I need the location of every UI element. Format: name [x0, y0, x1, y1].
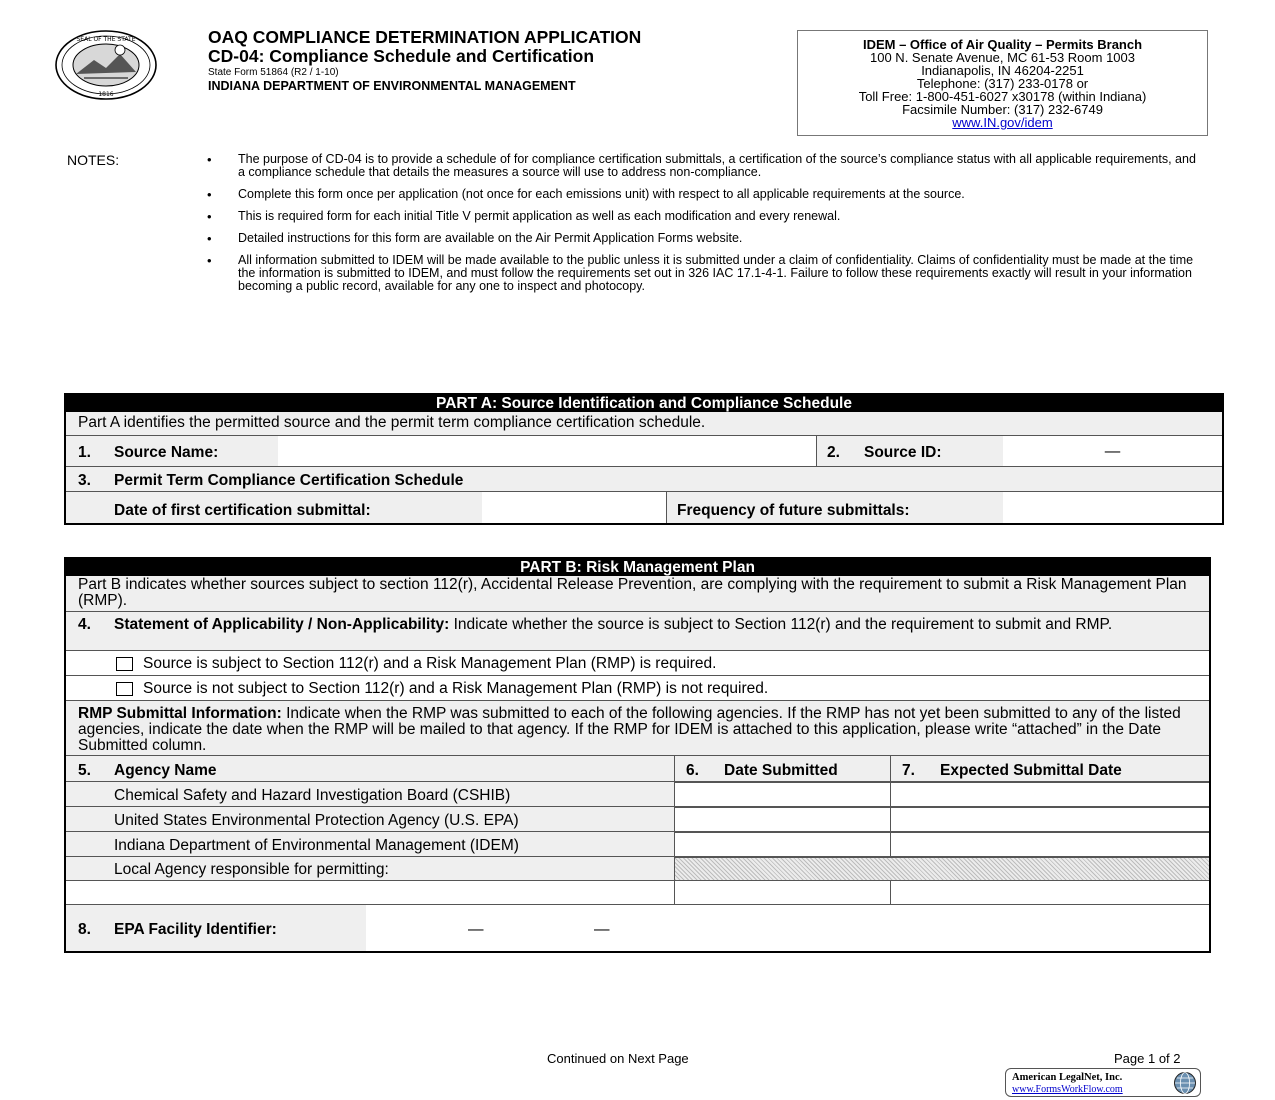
shaded-cell	[674, 857, 1209, 880]
option-not-subject-row	[66, 675, 1209, 700]
svg-text:1816: 1816	[98, 91, 114, 98]
table-row	[66, 856, 1209, 880]
subject-checkbox[interactable]	[116, 657, 133, 671]
expected-date-input[interactable]	[890, 881, 1209, 904]
part-a-intro: Part A identifies the permitted source and the permit term compliance certification schedule.	[78, 414, 706, 431]
part-b-intro-row	[66, 576, 1209, 611]
form-subtitle: CD-04: Compliance Schedule and Certification	[208, 45, 595, 66]
date-submitted-input[interactable]	[674, 881, 890, 904]
divider	[890, 756, 891, 781]
department-name: INDIANA DEPARTMENT OF ENVIRONMENTAL MANAGEMENT	[208, 79, 576, 93]
expected-date-input[interactable]	[890, 832, 1209, 856]
idem-website-link[interactable]: www.IN.gov/idem	[952, 115, 1053, 130]
form-title: OAQ COMPLIANCE DETERMINATION APPLICATION	[208, 27, 642, 47]
note-item: • This is required form for each initial Title V permit application as well as each modification and every renewal.	[206, 210, 1202, 223]
first-certification-label: Date of first certification submittal:	[114, 502, 371, 519]
frequency-label: Frequency of future submittals:	[677, 502, 910, 519]
forms-workflow-logo[interactable]	[1005, 1068, 1201, 1097]
facility-id-separator: —	[594, 921, 610, 938]
applicability-statement	[114, 617, 1169, 633]
continued-note: Continued on Next Page	[547, 1051, 689, 1066]
expected-date-input[interactable]	[890, 782, 1209, 806]
agency-name: Indiana Department of Environmental Management (IDEM)	[114, 837, 519, 854]
item-6-number: 6.	[686, 762, 699, 779]
rmp-info-text	[78, 706, 1191, 754]
date-submitted-input[interactable]	[674, 832, 890, 856]
source-row	[66, 435, 1222, 466]
part-b-title: PART B: Risk Management Plan	[66, 559, 1209, 576]
note-item: • Detailed instructions for this form are available on the Air Permit Application Forms website.	[206, 232, 1202, 245]
facility-id-input[interactable]	[366, 905, 1209, 951]
applicability-row	[66, 611, 1209, 650]
option-subject-label: Source is subject to Section 112(r) and a Risk Management Plan (RMP) is required.	[143, 655, 717, 672]
form-header	[208, 29, 798, 93]
agency-name: United States Environmental Protection Agency (U.S. EPA)	[114, 812, 519, 829]
rmp-info-label: RMP Submittal Information:	[78, 705, 282, 722]
state-seal-logo	[54, 30, 158, 100]
table-row	[66, 806, 1209, 831]
item-4-number: 4.	[78, 616, 91, 633]
option-subject-row	[66, 650, 1209, 675]
office-tollfree: Toll Free: 1-800-451-6027 x30178 (within Indiana)	[858, 89, 1147, 104]
globe-icon	[1173, 1071, 1197, 1095]
schedule-label: Permit Term Compliance Certification Schedule	[114, 472, 464, 489]
date-submitted-input[interactable]	[674, 807, 890, 831]
item-7-number: 7.	[902, 762, 915, 779]
agency-name-header: Agency Name	[114, 762, 217, 779]
office-street: 100 N. Senate Avenue, MC 61-53 Room 1003	[870, 50, 1135, 65]
form-number: State Form 51864 (R2 / 1-10)	[208, 67, 339, 78]
source-name-label: Source Name:	[114, 444, 219, 461]
item-1-number: 1.	[78, 444, 91, 461]
item-2-number: 2.	[827, 444, 840, 461]
svg-text:SEAL OF THE STATE: SEAL OF THE STATE	[76, 36, 136, 43]
office-telephone: Telephone: (317) 233-0178 or	[916, 76, 1089, 91]
part-b-section	[64, 557, 1211, 953]
local-agency-row	[66, 880, 1209, 904]
page-number: Page 1 of 2	[1114, 1051, 1181, 1066]
option-not-subject-label: Source is not subject to Section 112(r) and a Risk Management Plan (RMP) is not required.	[143, 680, 769, 697]
note-item: • All information submitted to IDEM will be made available to the public unless it is submitted under a claim of confidentiality. Claims of confidentiality must be made at the time the information is submitted to IDEM, and must follow the requirements set out in 326 IAC 17.1-4-1. Failure to follow these requirements exactly will result in your information becoming a public record, available for any one to inspect and photocopy.	[206, 254, 1202, 293]
agency-table-header	[66, 755, 1209, 781]
table-row	[66, 831, 1209, 856]
date-submitted-input[interactable]	[674, 782, 890, 806]
applicability-text: Indicate whether the source is subject to Section 112(r) and the requirement to submit and RMP.	[453, 616, 1113, 633]
office-name: IDEM – Office of Air Quality – Permits Branch	[862, 37, 1143, 52]
expected-date-input[interactable]	[890, 807, 1209, 831]
first-certification-date-input[interactable]	[482, 492, 666, 523]
part-a-section	[64, 393, 1224, 525]
logo-name: American LegalNet, Inc.	[1012, 1072, 1123, 1083]
rmp-info-row	[66, 700, 1209, 755]
schedule-row	[66, 466, 1222, 491]
agency-name: Chemical Safety and Hazard Investigation Board (CSHIB)	[114, 787, 511, 804]
facility-id-row	[66, 904, 1209, 951]
part-a-intro-row	[66, 412, 1222, 435]
local-agency-name-input[interactable]	[66, 881, 674, 904]
item-5-number: 5.	[78, 762, 91, 779]
notes-list	[206, 153, 1202, 302]
part-a-title: PART A: Source Identification and Compliance Schedule	[66, 395, 1222, 412]
source-id-label: Source ID:	[864, 444, 942, 461]
expected-date-header: Expected Submittal Date	[940, 762, 1122, 779]
divider	[816, 436, 817, 466]
part-b-intro: Part B indicates whether sources subject to section 112(r), Accidental Release Prevention, are complying with the requirement to submit a Risk Management Plan (RMP).	[78, 576, 1187, 609]
note-item: • Complete this form once per application (not once for each emissions unit) with respect to all applicable requirements at the source.	[206, 188, 1202, 201]
source-id-input[interactable]: —	[1003, 436, 1222, 466]
facility-id-label: EPA Facility Identifier:	[114, 921, 277, 938]
frequency-input[interactable]	[1003, 492, 1222, 523]
note-item: • The purpose of CD-04 is to provide a schedule of for compliance certification submittals, a certification of the source’s compliance status with all applicable requirements, and a compliance schedule that details the measures a source will use to address non-compliance.	[206, 153, 1202, 179]
rmp-info-body: Indicate when the RMP was submitted to each of the following agencies. If the RMP has not yet been submitted to any of the listed agencies, indicate the date when the RMP will be mailed to that agency. If the RMP for IDEM is attached to this application, please write “attached” in the Date Submitted column.	[78, 705, 1181, 754]
office-fax: Facsimile Number: (317) 232-6749	[902, 102, 1103, 117]
idem-address-box	[797, 30, 1208, 136]
divider	[674, 756, 675, 781]
table-row	[66, 781, 1209, 806]
notes-label: NOTES:	[67, 152, 120, 168]
not-subject-checkbox[interactable]	[116, 682, 133, 696]
item-3-number: 3.	[78, 472, 91, 489]
item-8-number: 8.	[78, 921, 91, 938]
divider	[666, 492, 667, 523]
source-name-input[interactable]	[278, 436, 816, 466]
local-agency-label: Local Agency responsible for permitting:	[114, 861, 389, 878]
date-submitted-header: Date Submitted	[724, 762, 838, 779]
applicability-label: Statement of Applicability / Non-Applicability:	[114, 616, 450, 633]
facility-id-separator: —	[468, 921, 484, 938]
logo-url[interactable]: www.FormsWorkFlow.com	[1012, 1084, 1123, 1095]
schedule-detail-row	[66, 491, 1222, 523]
office-city: Indianapolis, IN 46204-2251	[921, 63, 1084, 78]
